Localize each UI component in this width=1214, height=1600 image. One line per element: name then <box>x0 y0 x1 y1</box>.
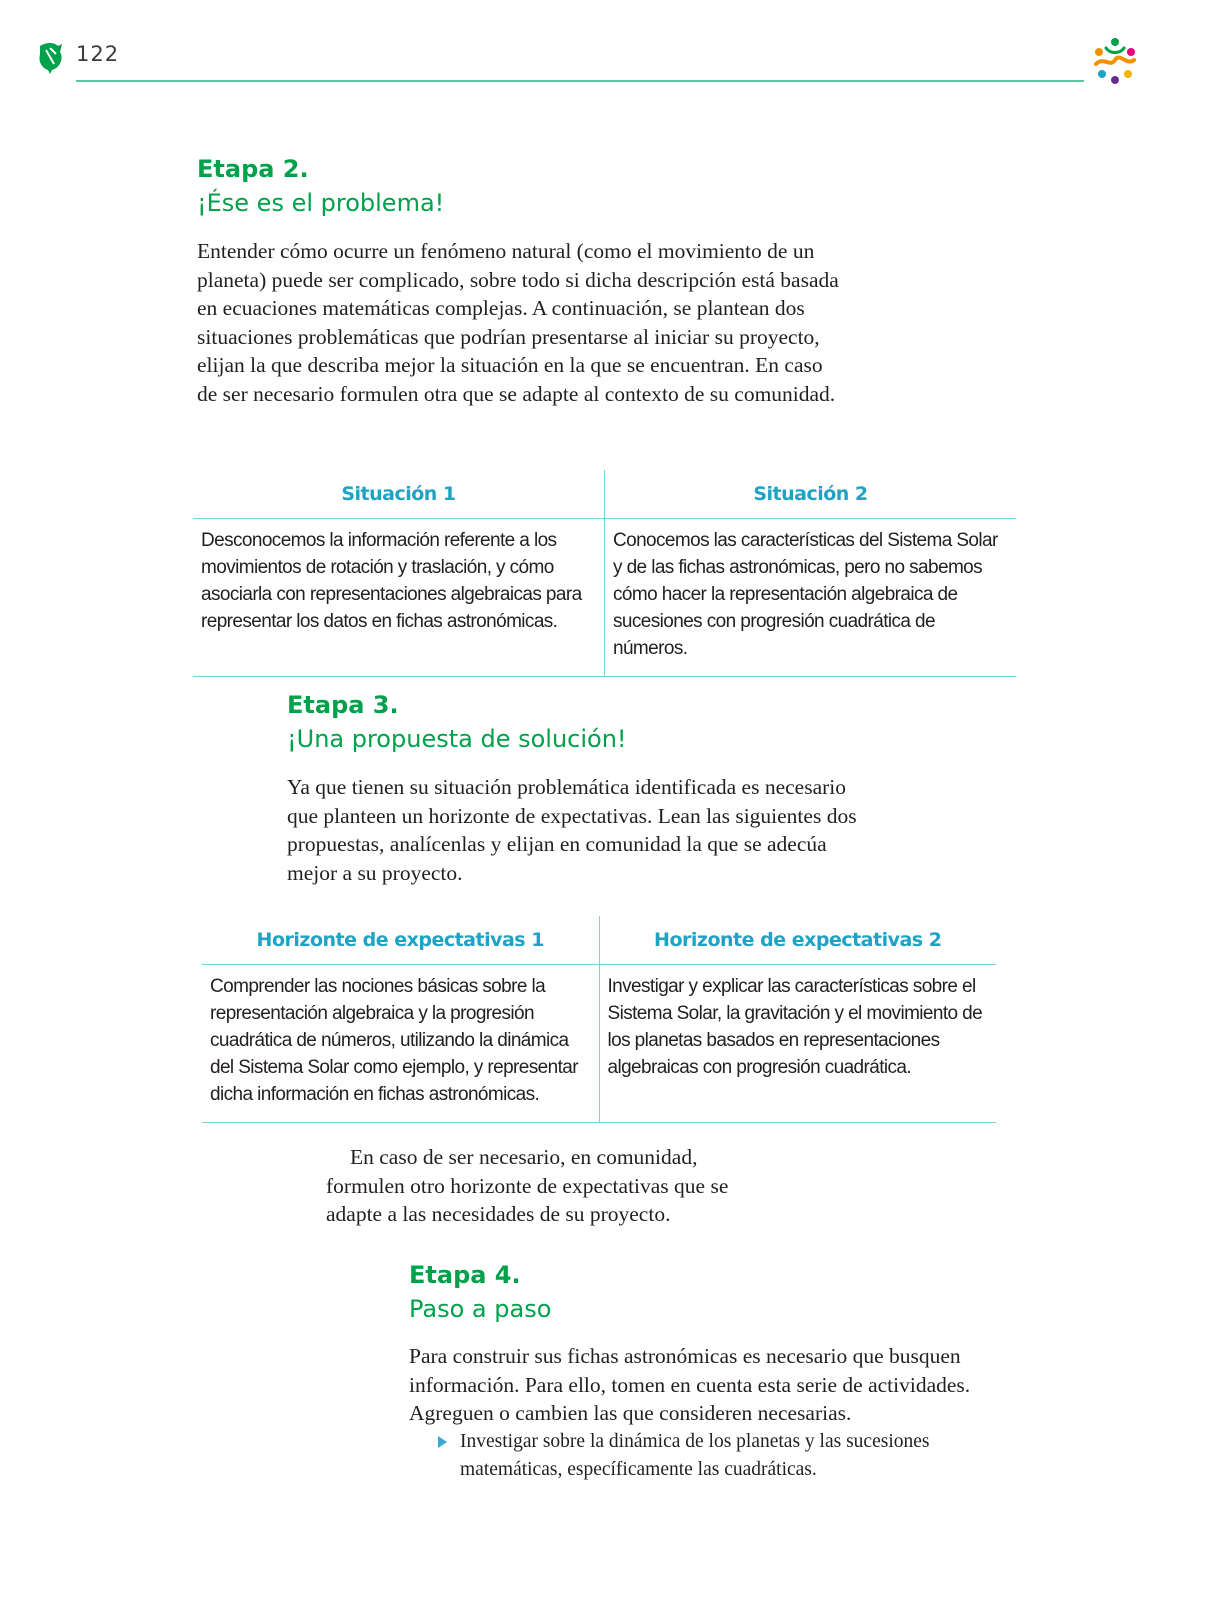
stage3-heading <box>287 688 627 756</box>
stage2-title: Etapa 2. <box>197 155 309 183</box>
logo-icon <box>1088 34 1142 88</box>
expectations-1-header: Horizonte de expectativas 1 <box>202 916 599 965</box>
stage3-subtitle: ¡Una propuesta de solución! <box>287 725 627 753</box>
situation-1-header: Situación 1 <box>193 470 605 519</box>
expectations-table <box>202 916 996 1123</box>
page-number: 122 <box>76 42 120 66</box>
situation-2-header: Situación 2 <box>605 470 1017 519</box>
bullet-arrow-icon <box>438 1436 447 1448</box>
stage3-title: Etapa 3. <box>287 691 399 719</box>
stage4-heading <box>409 1258 551 1326</box>
stage2-heading <box>197 152 444 220</box>
stage4-paragraph: Para construir sus fichas astronómicas es necesario que busquen información. Para ello, tomen en cuenta esta serie de actividades. Agreguen o cambien las que consideren necesarias. <box>409 1344 971 1425</box>
stage4-bullet-list <box>434 1428 964 1484</box>
stage3-paragraph: Ya que tienen su situación problemática identificada es necesario que planteen un horizonte de expectativas. Lean las siguientes dos propuestas, analícenlas y elijan en comunidad la que se adecúa mejor a su proyecto. <box>287 775 857 885</box>
situation-2-text: Conocemos las características del Sistema Solar y de las fichas astronómicas, pero no sabemos cómo hacer la representación algebraica de sucesiones con progresión cuadrática de números. <box>605 519 1017 677</box>
expectations-2-header: Horizonte de expectativas 2 <box>599 916 996 965</box>
expectations-1-text: Comprender las nociones básicas sobre la representación algebraica y la progresión cuadrática de números, utilizando la dinámica del Sistema Solar como ejemplo, y representar dicha información en fichas astronómicas. <box>202 965 599 1123</box>
stage2-subtitle: ¡Ése es el problema! <box>197 189 445 217</box>
expectations-2-text: Investigar y explicar las características sobre el Sistema Solar, la gravitación y el movimiento de los planetas basados en representaciones algebraicas con progresión cuadrática. <box>599 965 996 1123</box>
header-rule <box>76 80 1084 82</box>
situation-1-text: Desconocemos la información referente a los movimientos de rotación y traslación, y cómo asociarla con representaciones algebraicas para representar los datos en fichas astronómicas. <box>193 519 605 677</box>
situations-table <box>193 470 1016 677</box>
stage4-title: Etapa 4. <box>409 1261 521 1289</box>
leaf-icon <box>36 40 66 74</box>
list-item-text: Investigar sobre la dinámica de los planetas y las sucesiones matemáticas, específicamente las cuadráticas. <box>460 1431 930 1480</box>
stage4-subtitle: Paso a paso <box>409 1295 552 1323</box>
stage3-note: En caso de ser necesario, en comunidad, formulen otro horizonte de expectativas que se adapte a las necesidades de su proyecto. <box>326 1145 729 1226</box>
list-item <box>434 1428 964 1484</box>
stage2-paragraph: Entender cómo ocurre un fenómeno natural (como el movimiento de un planeta) puede ser complicado, sobre todo si dicha descripción está basada en ecuaciones matemáticas complejas. A continuación, se plantean dos situaciones problemáticas que podrían presentarse al iniciar su proyecto, elijan la que describa mejor la situación en la que se encuentran. En caso de ser necesario formulen otra que se adapte al contexto de su comunidad. <box>197 239 839 406</box>
